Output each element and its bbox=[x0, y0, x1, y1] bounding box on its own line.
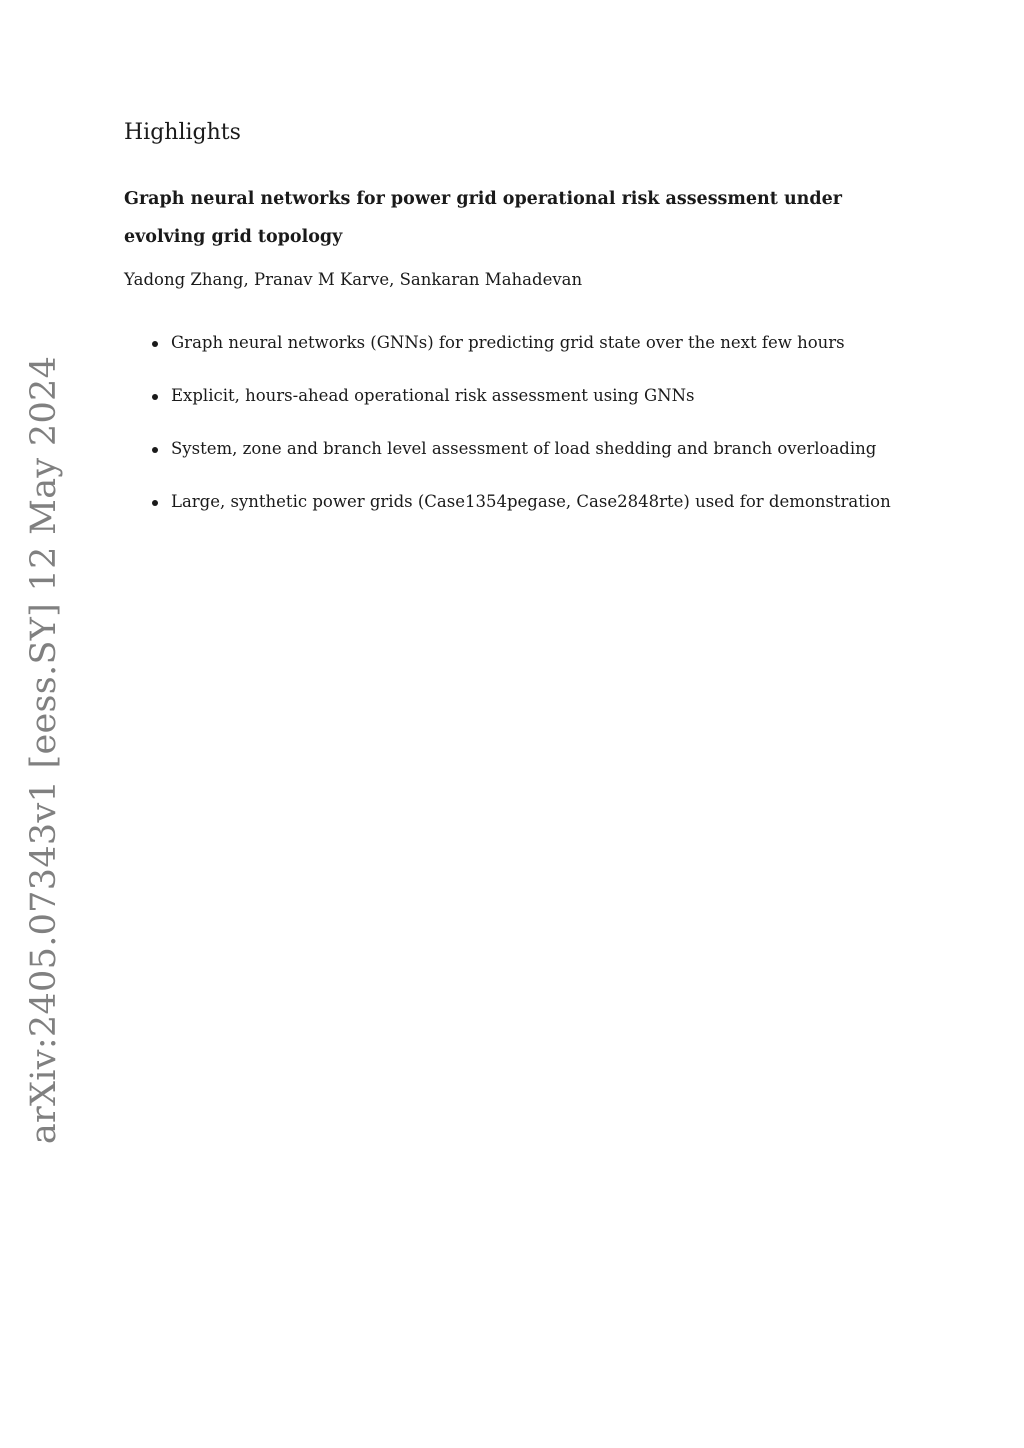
highlight-text: Explicit, hours-ahead operational risk assessment using GNNs bbox=[171, 386, 695, 405]
highlight-item bbox=[150, 330, 970, 356]
highlight-item bbox=[150, 489, 970, 515]
bullet-icon bbox=[152, 500, 158, 506]
bullet-icon bbox=[152, 447, 158, 453]
bullet-icon bbox=[152, 341, 158, 347]
bullet-icon bbox=[152, 394, 158, 400]
highlight-item bbox=[150, 436, 970, 462]
arxiv-identifier-stamp: arXiv:2405.07343v1 [eess.SY] 12 May 2024 bbox=[24, 355, 64, 1145]
highlights-list bbox=[150, 330, 970, 542]
section-heading: Highlights bbox=[124, 120, 241, 145]
highlight-text: System, zone and branch level assessment of load shedding and branch overloading bbox=[171, 439, 877, 458]
highlight-text: Large, synthetic power grids (Case1354pegase, Case2848rte) used for demonstration bbox=[171, 492, 891, 511]
highlight-item bbox=[150, 383, 970, 409]
paper-title: Graph neural networks for power grid operational risk assessment under evolving grid topology bbox=[124, 189, 842, 247]
highlight-text: Graph neural networks (GNNs) for predicting grid state over the next few hours bbox=[171, 333, 845, 352]
author-list: Yadong Zhang, Pranav M Karve, Sankaran Mahadevan bbox=[124, 270, 583, 289]
